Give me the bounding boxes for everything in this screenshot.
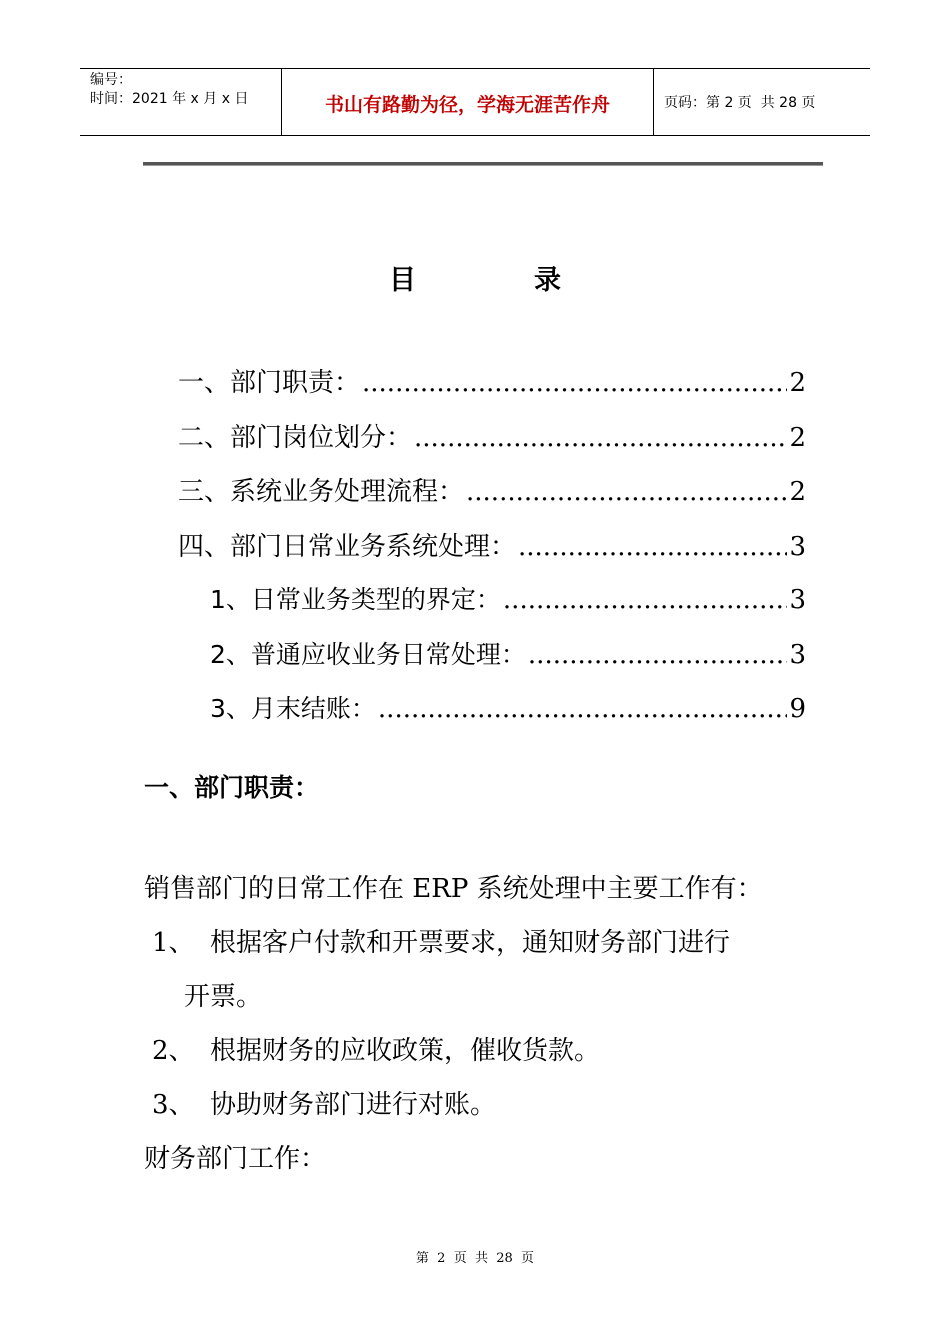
toc-leader: [518, 532, 787, 562]
header-divider: [143, 162, 823, 166]
toc-entry[interactable]: [178, 362, 806, 417]
toc-sub-entry-label: 2、普通应收业务日常处理：: [210, 639, 526, 669]
section-heading: 一、部门职责：: [144, 773, 320, 802]
toc-leader: [528, 640, 788, 670]
toc-title: [0, 258, 950, 297]
toc-entry[interactable]: [178, 471, 806, 526]
list-item-continuation: 开票。: [184, 982, 263, 1012]
list-item: [144, 1024, 824, 1078]
list-item-text: 协助财务部门进行对账。: [210, 1090, 497, 1120]
toc-title-right: 录: [534, 265, 561, 296]
header-meta: [80, 69, 282, 135]
toc-sub-entry-page: 3: [789, 639, 806, 670]
toc-entry-label: 三、系统业务处理流程：: [178, 477, 465, 507]
toc-entry-label: 一、部门职责：: [178, 368, 361, 398]
list-item-text: 根据客户付款和开票要求，通知财务部门进行: [210, 928, 731, 958]
toc-sub-entry-page: 3: [789, 585, 806, 615]
section-intro: 销售部门的日常工作在 ERP 系统处理中主要工作有：: [144, 874, 763, 904]
toc-leader: [466, 477, 787, 507]
list-item-number: 1、: [152, 928, 195, 958]
toc-entry-page: 2: [789, 368, 806, 398]
toc-entry-page: 3: [789, 531, 806, 562]
toc-sub-entry[interactable]: [178, 635, 806, 690]
toc-sub-entry-page: 9: [789, 694, 806, 724]
header-motto: 书山有路勤为径，学海无涯苦作舟: [282, 69, 654, 135]
toc-sub-entry-label: 3、月末结账：: [210, 694, 376, 723]
header-page-info: 页码：第 2 页 共 28 页: [664, 95, 816, 111]
toc-leader: [414, 423, 787, 453]
finance-dept-label: 财务部门工作：: [144, 1144, 327, 1174]
page-footer: 第 2 页 共 28 页: [415, 1251, 535, 1266]
list-item-number: 2、: [152, 1036, 195, 1066]
toc-leader: [503, 585, 788, 615]
list-item: [144, 916, 824, 970]
toc-sub-entry[interactable]: [178, 689, 806, 744]
serial-number-label: 编号：: [90, 72, 132, 88]
toc-leader: [378, 694, 788, 724]
list-item-text: 根据财务的应收政策，催收货款。: [210, 1036, 601, 1066]
toc-entry-page: 2: [789, 477, 806, 507]
toc-entry-label: 二、部门岗位划分：: [178, 422, 413, 453]
toc-entry-label: 四、部门日常业务系统处理：: [178, 531, 517, 562]
toc-leader: [362, 368, 787, 398]
list-item: [144, 1078, 824, 1132]
list-item-number: 3、: [152, 1090, 195, 1120]
table-of-contents: [178, 362, 806, 744]
toc-entry[interactable]: [178, 417, 806, 472]
date-label: 时间：2021 年 x 月 x 日: [90, 91, 249, 107]
toc-sub-entry[interactable]: [178, 580, 806, 635]
toc-sub-entry-label: 1、日常业务类型的界定：: [210, 585, 501, 614]
toc-entry[interactable]: [178, 526, 806, 581]
toc-entry-page: 2: [789, 422, 806, 453]
toc-title-left: 目: [389, 265, 416, 296]
page-header: [80, 68, 870, 136]
section-body: [144, 862, 824, 1186]
